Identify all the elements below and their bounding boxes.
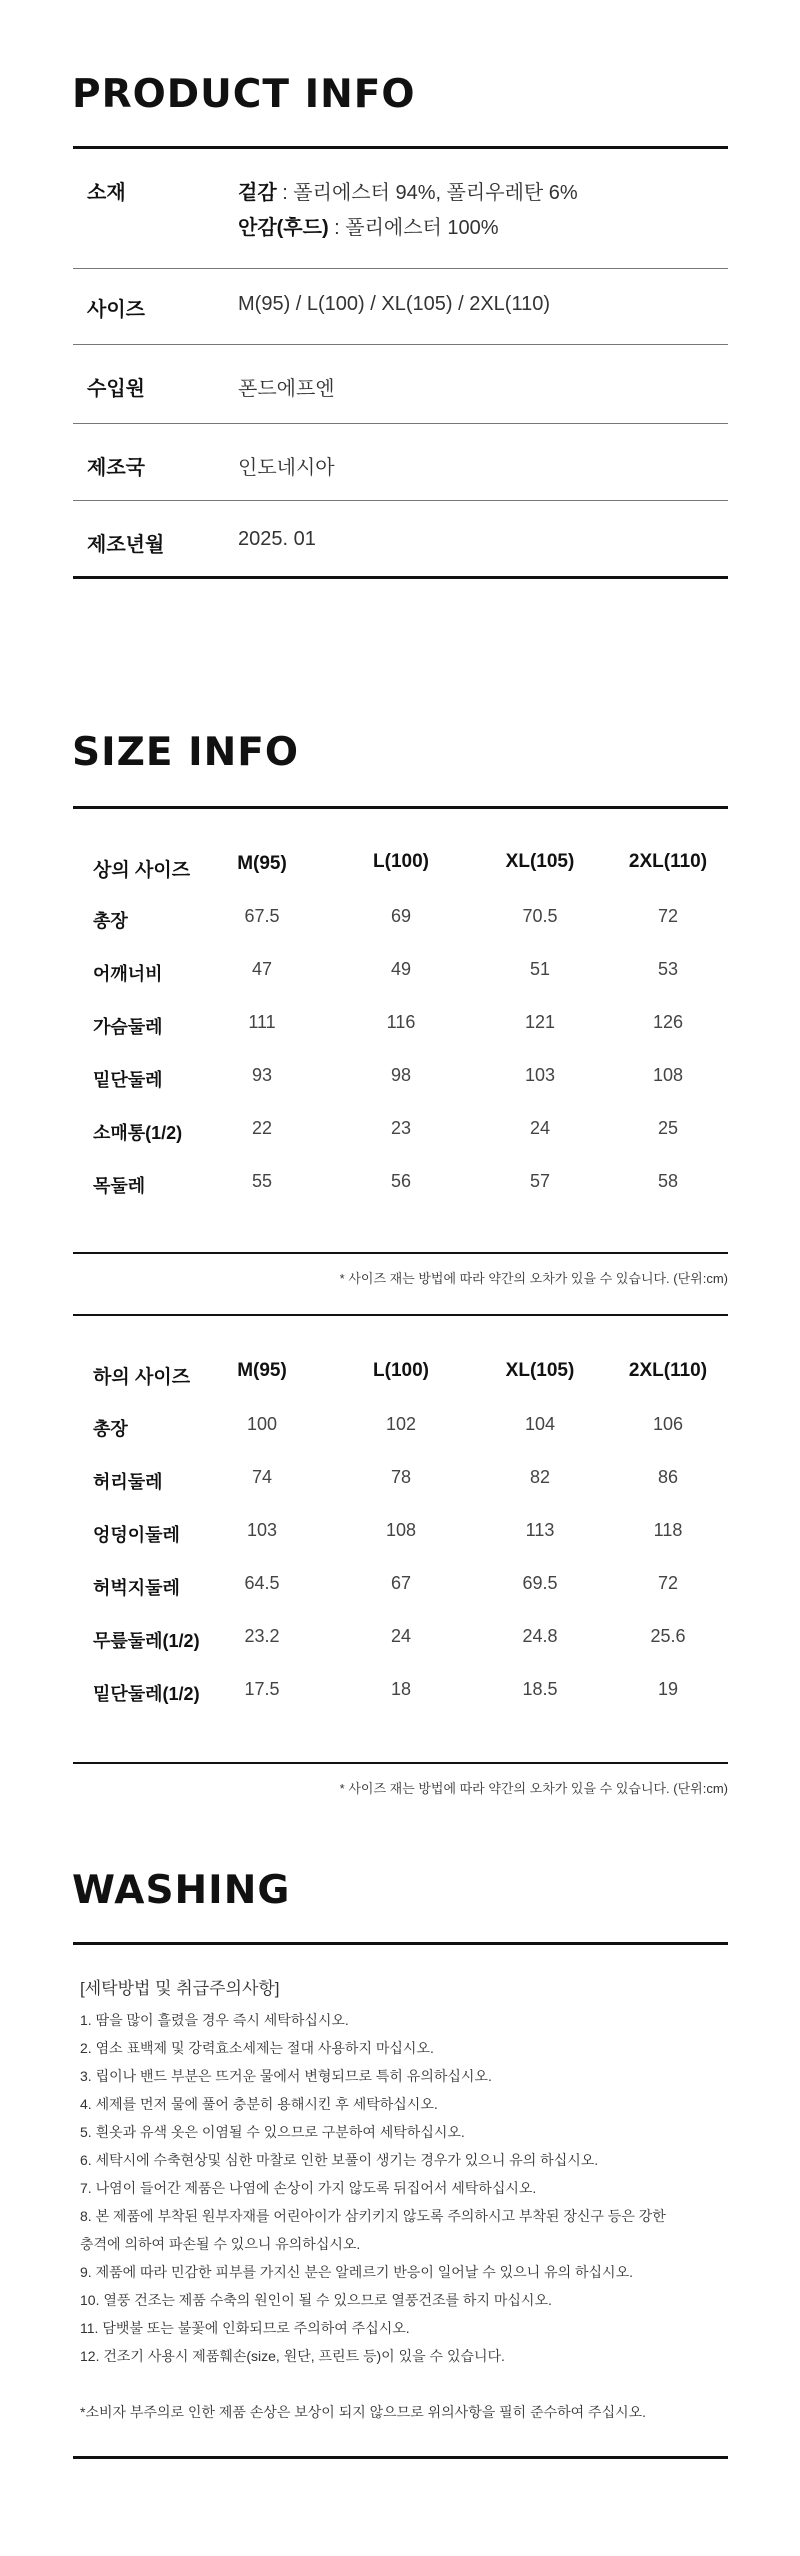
importer-label: 수입원 xyxy=(87,378,145,400)
washing-bottom-rule xyxy=(73,2456,728,2459)
product-info-title: PRODUCT INFO xyxy=(72,72,416,117)
table-cell: 23.2 xyxy=(244,1626,280,1646)
table-cell: 104 xyxy=(524,1414,556,1434)
table-cell: 47 xyxy=(251,959,273,979)
washing-line: 8. 본 제품에 부착된 원부자재를 어린아이가 삼키키지 않도록 주의하시고 부착된 장신구 등은 강한 xyxy=(80,2208,666,2224)
table-cell: 98 xyxy=(390,1065,412,1085)
table-cell: 116 xyxy=(386,1012,416,1032)
table-cell: 64.5 xyxy=(244,1573,280,1593)
table-row-label: 허리둘레 xyxy=(93,1472,163,1492)
manufacture-date-value: 2025. 01 xyxy=(238,528,316,550)
table-row-label: 소매통(1/2) xyxy=(93,1123,183,1143)
washing-line: 9. 제품에 따라 민감한 피부를 가지신 분은 알레르기 반응이 일어날 수 있으니 유의 하십시오. xyxy=(80,2264,633,2280)
washing-subtitle: [세탁방법 및 취급주의사항] xyxy=(80,1979,280,1998)
table-cell: 103 xyxy=(524,1065,556,1085)
table-cell: 18 xyxy=(390,1679,412,1699)
table-cell: 108 xyxy=(385,1520,417,1540)
table-cell: 56 xyxy=(390,1171,412,1191)
top-header-l: L(100) xyxy=(373,851,429,872)
washing-line: 4. 세제를 먼저 물에 풀어 충분히 용해시킨 후 세탁하십시오. xyxy=(80,2096,438,2112)
table-row-label: 어깨너비 xyxy=(93,964,163,984)
table-cell: 100 xyxy=(246,1414,278,1434)
lining-label: 안감(후드) xyxy=(238,217,329,239)
table-cell: 78 xyxy=(390,1467,412,1487)
table-cell: 55 xyxy=(251,1171,273,1191)
table-cell: 24.8 xyxy=(522,1626,558,1646)
size-label: 사이즈 xyxy=(87,299,145,321)
bottom-table-bottom-rule xyxy=(73,1762,728,1764)
table-row-label: 무릎둘레(1/2) xyxy=(93,1631,200,1651)
table-cell: 23 xyxy=(390,1118,412,1138)
table-row-label: 밑단둘레(1/2) xyxy=(93,1684,200,1704)
material-label: 소재 xyxy=(87,182,126,204)
table-cell: 18.5 xyxy=(522,1679,558,1699)
washing-line: 충격에 의하여 파손될 수 있으니 유의하십시오. xyxy=(80,2236,361,2252)
table-row-label: 총장 xyxy=(93,1419,128,1439)
table-cell: 25.6 xyxy=(650,1626,686,1646)
manufacture-date-label: 제조년월 xyxy=(87,534,165,556)
top-header-2xl: 2XL(110) xyxy=(628,851,708,872)
top-header-xl: XL(105) xyxy=(505,851,575,872)
divider xyxy=(73,423,728,424)
washing-line: 11. 담뱃불 또는 불꽃에 인화되므로 주의하여 주십시오. xyxy=(80,2320,410,2336)
table-cell: 53 xyxy=(657,959,679,979)
table-cell: 69.5 xyxy=(522,1573,558,1593)
bottom-table-top-rule xyxy=(73,1314,728,1316)
washing-line: 2. 염소 표백제 및 강력효소세제는 절대 사용하지 마십시오. xyxy=(80,2040,434,2056)
table-cell: 49 xyxy=(390,959,412,979)
country-value: 인도네시아 xyxy=(238,457,335,479)
table-cell: 72 xyxy=(657,906,679,926)
table-cell: 24 xyxy=(529,1118,551,1138)
table-cell: 126 xyxy=(652,1012,684,1032)
table-cell: 102 xyxy=(385,1414,417,1434)
bottom-header-m: M(95) xyxy=(237,1360,287,1381)
table-cell: 106 xyxy=(652,1414,684,1434)
table-cell: 103 xyxy=(246,1520,278,1540)
table-cell: 67.5 xyxy=(244,906,280,926)
washing-line: 1. 땀을 많이 흘렸을 경우 즉시 세탁하십시오. xyxy=(80,2012,349,2028)
table-row-label: 엉덩이둘레 xyxy=(93,1525,180,1545)
washing-line: 7. 나염이 들어간 제품은 나염에 손상이 가지 않도록 뒤집어서 세탁하십시오. xyxy=(80,2180,537,2196)
size-value: M(95) / L(100) / XL(105) / 2XL(110) xyxy=(238,293,550,315)
table-cell: 51 xyxy=(529,959,551,979)
table-row-label: 가슴둘레 xyxy=(93,1017,163,1037)
outer-label: 겉감 xyxy=(238,182,277,204)
size-info-top-rule xyxy=(73,806,728,809)
table-cell: 111 xyxy=(248,1012,276,1032)
table-cell: 108 xyxy=(652,1065,684,1085)
washing-line: 10. 열풍 건조는 제품 수축의 원인이 될 수 있으므로 열풍건조를 하지 마십시오. xyxy=(80,2292,552,2308)
table-cell: 121 xyxy=(524,1012,556,1032)
country-label: 제조국 xyxy=(87,457,145,479)
bottom-size-note: * 사이즈 재는 방법에 따라 약간의 오차가 있을 수 있습니다. (단위:cm) xyxy=(339,1781,728,1796)
lining-text: : 폴리에스터 100% xyxy=(328,217,499,239)
table-cell: 93 xyxy=(251,1065,273,1085)
divider xyxy=(73,344,728,345)
washing-footnote: *소비자 부주의로 인한 제품 손상은 보상이 되지 않으므로 위의사항을 필히 준수하여 주십시오. xyxy=(80,2404,647,2420)
table-row-label: 허벅지둘레 xyxy=(93,1578,180,1598)
table-cell: 86 xyxy=(657,1467,679,1487)
table-row-label: 목둘레 xyxy=(93,1176,146,1196)
top-size-note: * 사이즈 재는 방법에 따라 약간의 오차가 있을 수 있습니다. (단위:cm) xyxy=(339,1271,728,1286)
divider xyxy=(73,268,728,269)
table-cell: 82 xyxy=(529,1467,551,1487)
table-cell: 25 xyxy=(657,1118,679,1138)
washing-line: 12. 건조기 사용시 제품훼손(size, 원단, 프린트 등)이 있을 수 있습니다. xyxy=(80,2348,505,2364)
washing-line: 3. 립이나 밴드 부분은 뜨거운 물에서 변형되므로 특히 유의하십시오. xyxy=(80,2068,492,2084)
table-cell: 69 xyxy=(390,906,412,926)
table-cell: 113 xyxy=(525,1520,555,1540)
table-cell: 72 xyxy=(657,1573,679,1593)
table-cell: 70.5 xyxy=(522,906,558,926)
product-info-bottom-rule xyxy=(73,576,728,579)
top-table-bottom-rule xyxy=(73,1252,728,1254)
table-cell: 24 xyxy=(390,1626,412,1646)
material-lining-value xyxy=(238,211,499,240)
top-header-m: M(95) xyxy=(237,853,287,874)
material-outer-value xyxy=(238,176,578,205)
outer-text: : 폴리에스터 94%, 폴리우레탄 6% xyxy=(276,182,578,204)
bottom-size-header-label: 하의 사이즈 xyxy=(93,1367,191,1388)
washing-line: 5. 흰옷과 유색 옷은 이염될 수 있으므로 구분하여 세탁하십시오. xyxy=(80,2124,465,2140)
table-cell: 74 xyxy=(251,1467,273,1487)
importer-value: 폰드에프엔 xyxy=(238,378,335,400)
top-size-header-label: 상의 사이즈 xyxy=(93,860,191,881)
table-cell: 22 xyxy=(251,1118,273,1138)
table-row-label: 밑단둘레 xyxy=(93,1070,163,1090)
bottom-header-xl: XL(105) xyxy=(505,1360,575,1381)
bottom-header-2xl: 2XL(110) xyxy=(628,1360,708,1381)
washing-line: 6. 세탁시에 수축현상및 심한 마찰로 인한 보풀이 생기는 경우가 있으니 유의 하십시오. xyxy=(80,2152,599,2168)
table-cell: 57 xyxy=(529,1171,551,1191)
table-cell: 67 xyxy=(390,1573,412,1593)
table-cell: 19 xyxy=(657,1679,679,1699)
size-info-title: SIZE INFO xyxy=(72,730,300,775)
divider xyxy=(73,500,728,501)
table-cell: 58 xyxy=(657,1171,679,1191)
product-info-top-rule xyxy=(73,146,728,149)
washing-title: WASHING xyxy=(72,1868,291,1913)
table-cell: 17.5 xyxy=(244,1679,280,1699)
washing-top-rule xyxy=(73,1942,728,1945)
bottom-header-l: L(100) xyxy=(373,1360,429,1381)
table-cell: 118 xyxy=(653,1520,683,1540)
table-row-label: 총장 xyxy=(93,911,128,931)
